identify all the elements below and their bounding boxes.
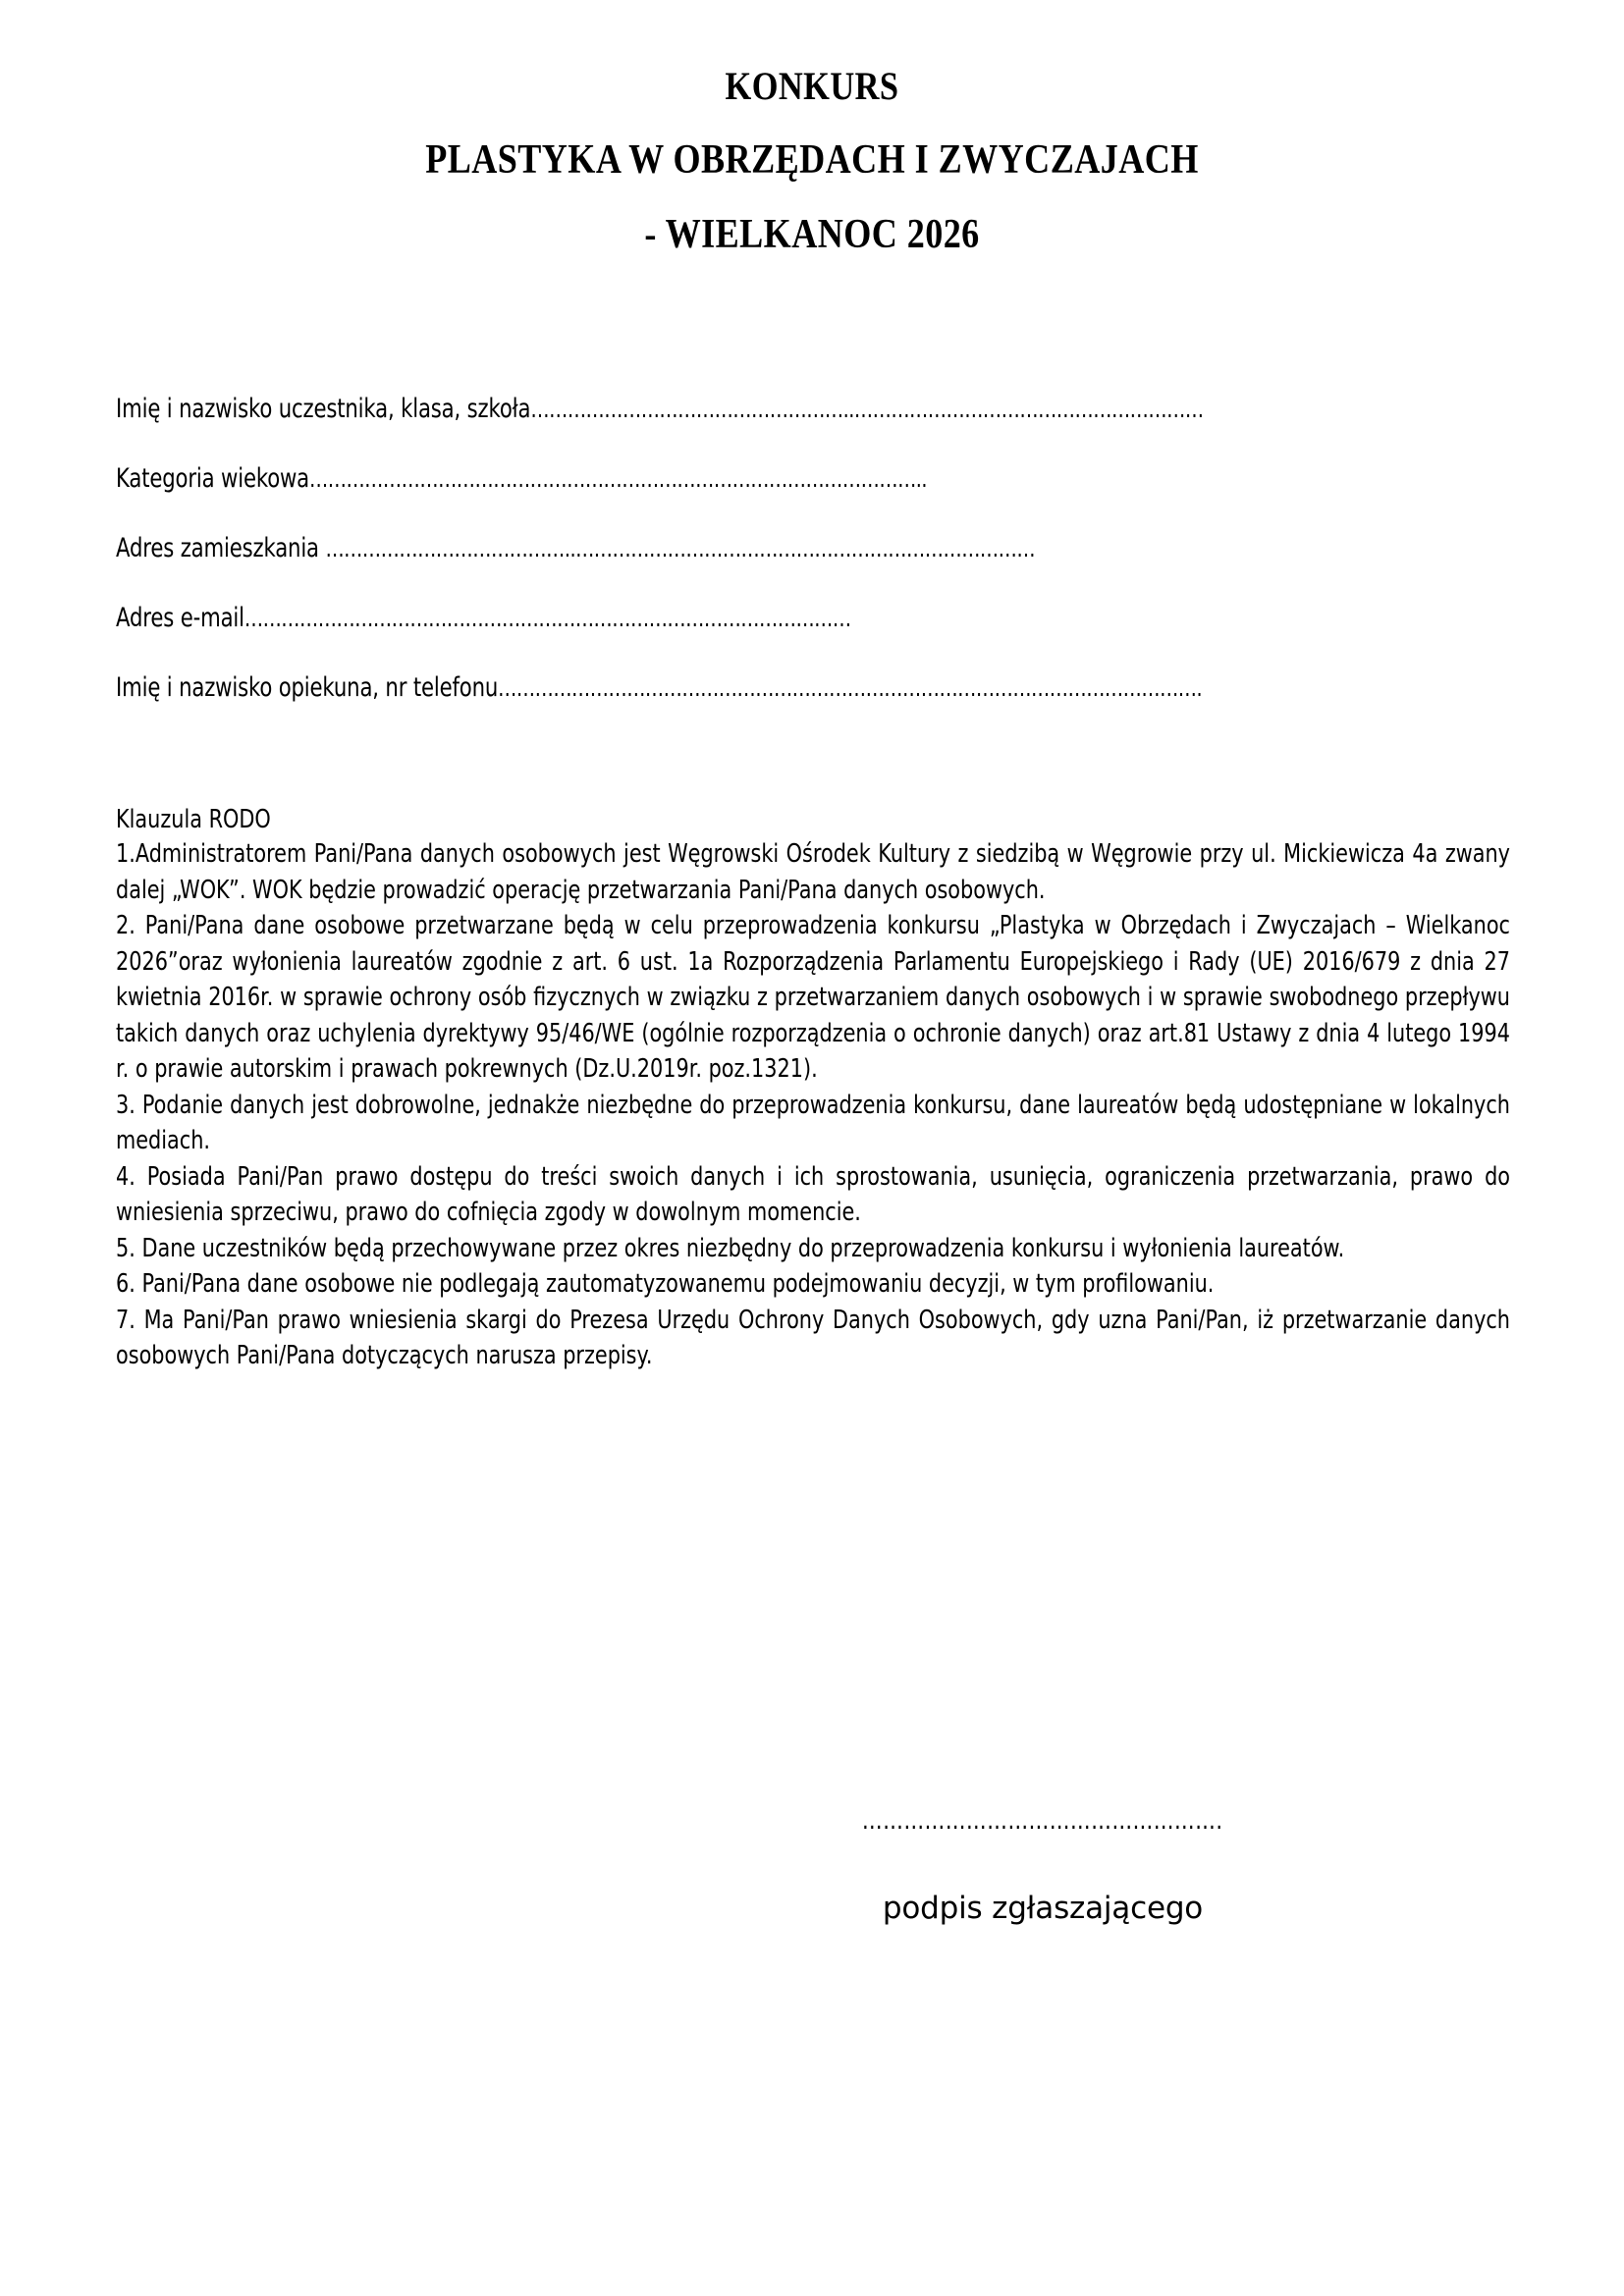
- application-form-fields: [116, 393, 1508, 741]
- document-title-block: [0, 61, 1624, 261]
- rodo-paragraph-2: 2. Pani/Pana dane osobowe przetwarzane będą w celu przeprowadzenia konkursu „Plastyka w Obrzędach i Zwyczajach – Wielkanoc 2026”oraz wyłonienia laureatów zgodnie z art. 6 ust. 1a Rozporządzenia Parlamentu Europejskiego i Rady (UE) 2016/679 z dnia 27 kwietnia 2016r. w sprawie ochrony osób fizycznych w związku z przetwarzaniem danych osobowych i w sprawie swobodnego przepływu takich danych oraz uchylenia dyrektywy 95/46/WE (ogólnie rozporządzenia o ochronie danych) oraz art.81 Ustawy z dnia 4 lutego 1994 r. o prawie autorskim i prawach pokrewnych (Dz.U.2019r. poz.1321).: [116, 911, 1510, 1084]
- field-label-age-category: Kategoria wiekowa: [116, 463, 310, 494]
- field-row-age-category[interactable]: [116, 462, 1508, 496]
- field-row-email-address[interactable]: [116, 602, 1508, 635]
- page-title-line-2: PLASTYKA W OBRZĘDACH I ZWYCZAJACH: [425, 137, 1199, 183]
- field-label-participant-name: Imię i nazwisko uczestnika, klasa, szkoła: [116, 394, 531, 424]
- field-dots-participant-name[interactable]: ……………………………………………..…………………………………………………: [530, 396, 1204, 423]
- rodo-paragraph-3: 3. Podanie danych jest dobrowolne, jednakże niezbędne do przeprowadzenia konkursu, dane laureatów będą udostępniane w lokalnych mediach.: [116, 1090, 1510, 1155]
- signature-section: [0, 1804, 1624, 1928]
- rodo-paragraph-6: 6. Pani/Pana dane osobowe nie podlegają zautomatyzowanemu podejmowaniu decyzji, w tym profilowaniu.: [116, 1269, 1215, 1299]
- field-dots-email-address[interactable]: ………………………………………………………………………………………: [244, 605, 851, 632]
- field-label-home-address: Adres zamieszkania: [116, 533, 326, 563]
- rodo-paragraph-7: 7. Ma Pani/Pan prawo wniesienia skargi do Prezesa Urzędu Ochrony Danych Osobowych, gdy uzna Pani/Pan, iż przetwarzanie danych osobowych Pani/Pana dotyczących narusza przepisy.: [116, 1305, 1510, 1370]
- field-row-home-address[interactable]: [116, 532, 1508, 565]
- rodo-paragraph-5: 5. Dane uczestników będą przechowywane przez okres niezbędny do przeprowadzenia konkursu i wyłonienia laureatów.: [116, 1233, 1345, 1263]
- rodo-clause-section: [116, 803, 1510, 1374]
- rodo-paragraph-1: 1.Administratorem Pani/Pana danych osobowych jest Węgrowski Ośrodek Kultury z siedzibą w Węgrowie przy ul. Mickiewicza 4a zwany dalej „WOK”. WOK będzie prowadzić operację przetwarzania Pani/Pana danych osobowych.: [116, 839, 1510, 905]
- rodo-paragraph-4: 4. Posiada Pani/Pan prawo dostępu do treści swoich danych i ich sprostowania, usunięcia, ograniczenia przetwarzania, prawo do wniesienia sprzeciwu, prawo do cofnięcia zgody w dowolnym momencie.: [116, 1161, 1510, 1227]
- signature-line[interactable]: …………………………………………….: [862, 1806, 1223, 1836]
- field-label-guardian-name-phone: Imię i nazwisko opiekuna, nr telefonu: [116, 672, 499, 703]
- field-dots-home-address[interactable]: …………………………………..…………………………………………………………………: [325, 535, 1036, 562]
- field-dots-guardian-name-phone[interactable]: …………………………………………………………………………………………………….: [498, 674, 1203, 702]
- field-row-guardian-name-phone[interactable]: [116, 671, 1508, 705]
- page-title-line-1: KONKURS: [725, 64, 899, 108]
- rodo-heading: Klauzula RODO: [116, 805, 271, 834]
- field-dots-age-category[interactable]: ………………………………………………………………………………………..: [309, 465, 928, 493]
- signature-inner: [817, 1804, 1268, 1928]
- field-row-participant-name[interactable]: [116, 393, 1508, 426]
- field-label-email-address: Adres e-mail: [116, 603, 244, 633]
- page-title-line-3: - WIELKANOC 2026: [644, 212, 980, 257]
- signature-caption: podpis zgłaszającego: [882, 1891, 1204, 1926]
